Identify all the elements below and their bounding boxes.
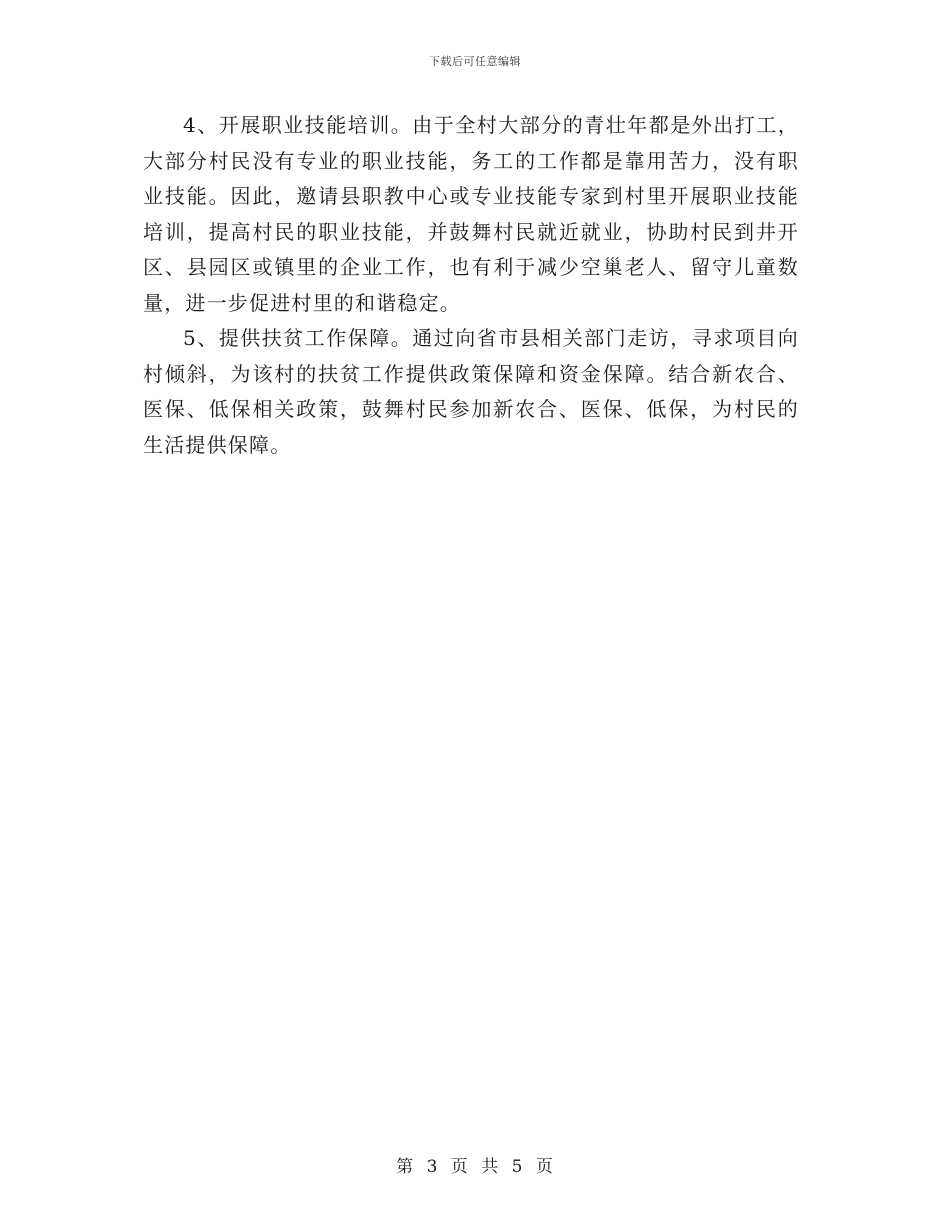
- page-indicator: 第 3 页 共 5 页: [396, 1157, 554, 1177]
- document-body: [143, 108, 799, 463]
- header-note: 下载后可任意编辑: [429, 55, 521, 68]
- paragraph-vocational-training: 4、开展职业技能培训。由于全村大部分的青壮年都是外出打工，大部分村民没有专业的职业技能，务工的工作都是靠用苦力，没有职业技能。因此，邀请县职教中心或专业技能专家到村里开展职业技能培训，提高村民的职业技能，并鼓舞村民就近就业，协助村民到井开区、县园区或镇里的企业工作，也有利于减少空巢老人、留守儿童数量，进一步促进村里的和谐稳定。: [143, 113, 799, 315]
- paragraph-poverty-support: 5、提供扶贫工作保障。通过向省市县相关部门走访，寻求项目向村倾斜，为该村的扶贫工作提供政策保障和资金保障。结合新农合、医保、低保相关政策，鼓舞村民参加新农合、医保、低保，为村民的生活提供保障。: [143, 326, 799, 457]
